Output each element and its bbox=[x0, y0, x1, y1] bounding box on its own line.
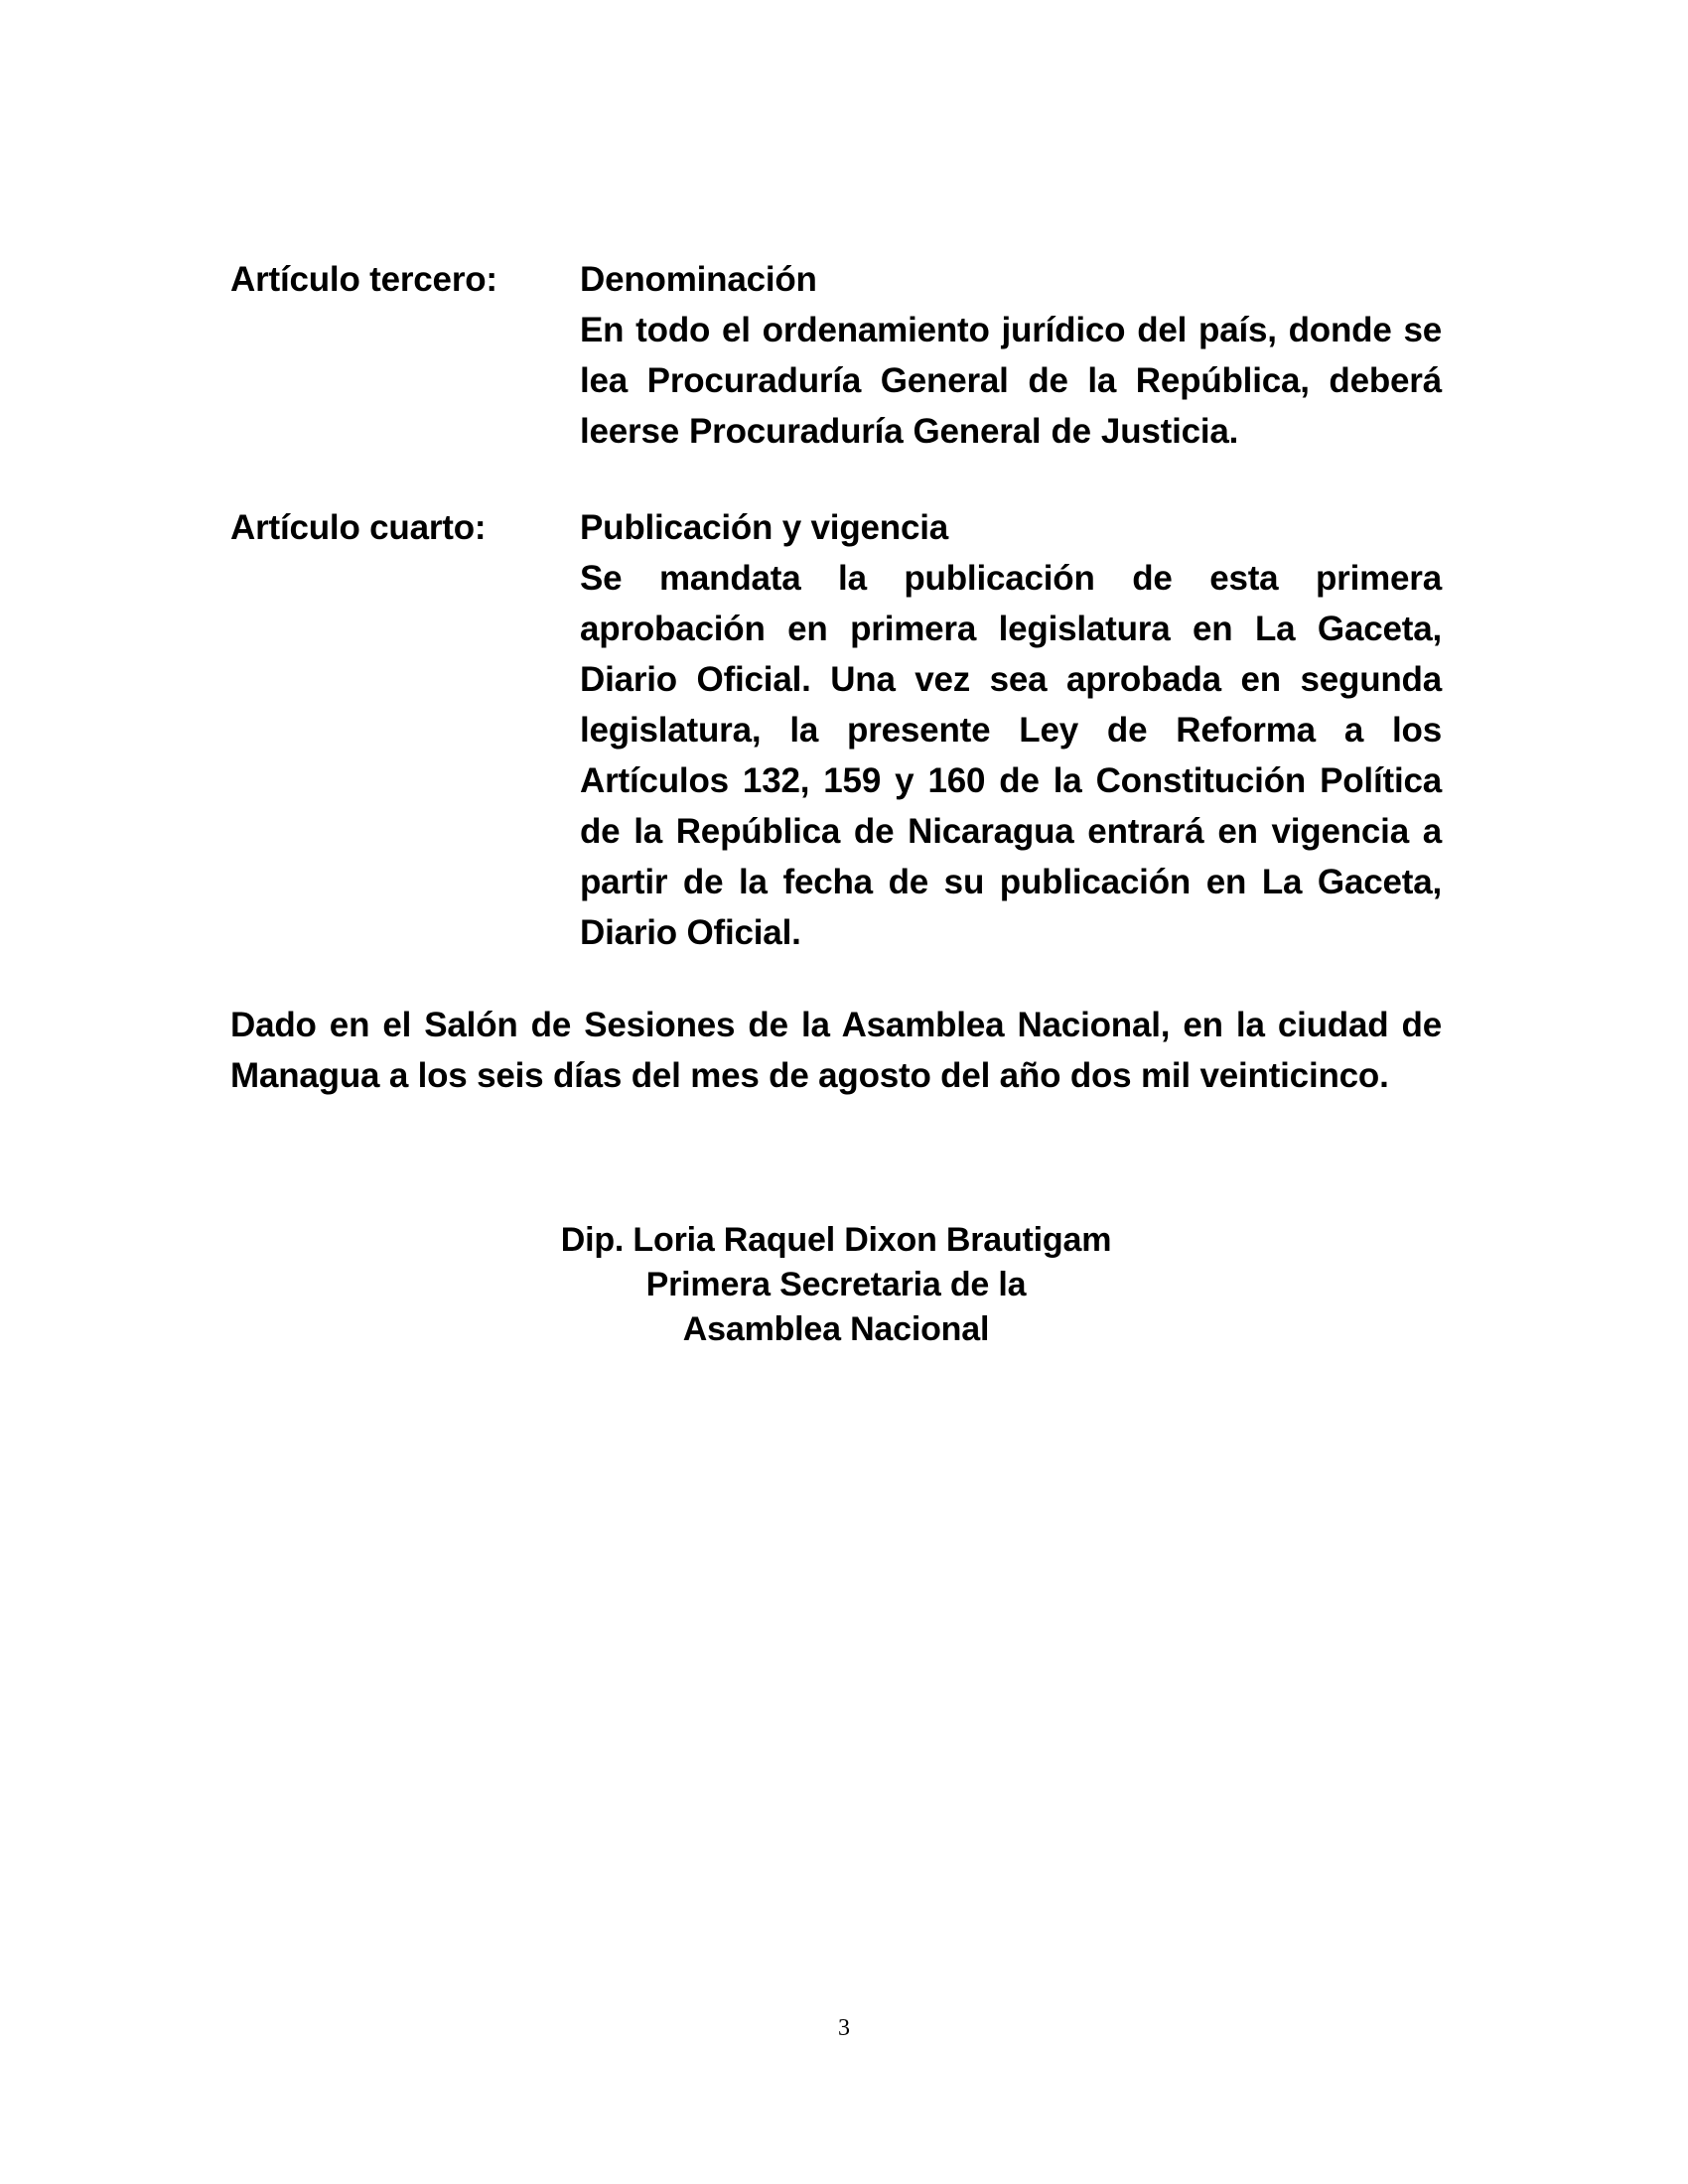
article-heading-cuarto: Publicación y vigencia bbox=[580, 508, 949, 547]
signatory-name: Dip. Loria Raquel Dixon Brautigam bbox=[560, 1221, 1112, 1259]
page-number: 3 bbox=[838, 2015, 850, 2041]
article-block-cuarto bbox=[230, 504, 1442, 958]
article-label-cuarto: Artículo cuarto: bbox=[230, 508, 487, 547]
article-label-tercero: Artículo tercero: bbox=[230, 260, 497, 299]
closing-paragraph: Dado en el Salón de Sesiones de la Asamblea Nacional, en la ciudad de Managua a los seis días del mes de agosto del año dos mil veinticinco. bbox=[230, 1006, 1442, 1095]
signatory-title-line-1: Primera Secretaria de la bbox=[645, 1266, 1027, 1303]
signature-block bbox=[230, 1218, 1442, 1352]
article-text-cuarto: Se mandata la publicación de esta primera aprobación en primera legislatura en La Gaceta, Diario Oficial. Una vez sea aprobada en segunda legislatura, la presente Ley de Reforma a los Artículos 132, 159 y 160 de la Constitución Política de la República de Nicaragua entrará en vigencia a partir de la fecha de su publicación en La Gaceta, Diario Oficial. bbox=[580, 559, 1442, 952]
document-body bbox=[230, 256, 1442, 1352]
article-body-tercero bbox=[580, 256, 1442, 457]
article-text-tercero: En todo el ordenamiento jurídico del país, donde se lea Procuraduría General de la República, deberá leerse Procuraduría General de Justicia. bbox=[580, 311, 1442, 451]
article-block-tercero bbox=[230, 256, 1442, 457]
article-heading-tercero: Denominación bbox=[580, 260, 817, 299]
article-body-cuarto bbox=[580, 504, 1442, 958]
signatory-title-line-2: Asamblea Nacional bbox=[682, 1310, 990, 1348]
